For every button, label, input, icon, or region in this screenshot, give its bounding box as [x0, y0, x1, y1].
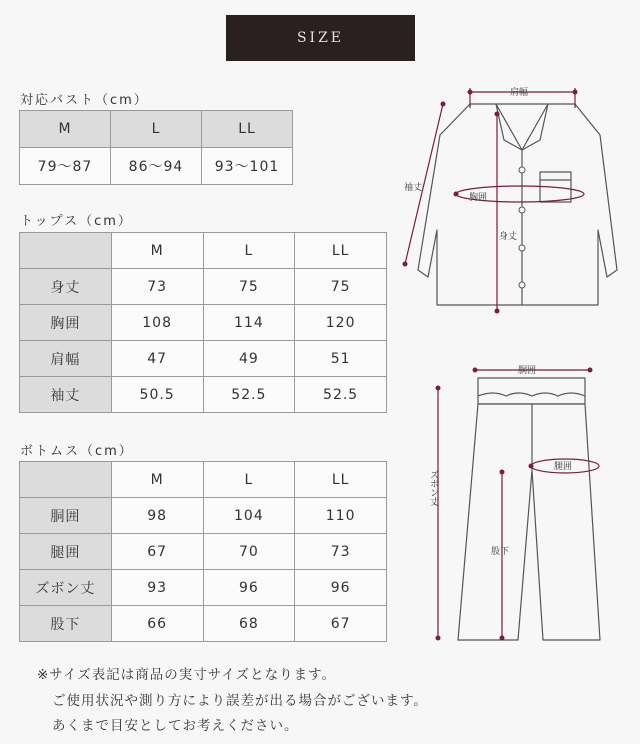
bottoms-heading: ボトムス（cm）: [20, 444, 134, 459]
row-label: 胴囲: [20, 498, 112, 534]
table-cell: 110: [295, 498, 387, 534]
table-cell: 51: [295, 341, 387, 377]
note-line: ご使用状況や測り方により誤差が出る場合がございます。: [52, 693, 428, 709]
thigh-label: 腿囲: [554, 462, 573, 472]
row-label: 肩幅: [20, 341, 112, 377]
table-cell: 73: [111, 269, 203, 305]
size-header: LL: [295, 462, 387, 498]
inseam-label: 股下: [491, 547, 510, 557]
bust-heading: 対応バスト（cm）: [20, 93, 149, 108]
table-cell: 67: [111, 534, 203, 570]
size-header: M: [111, 233, 203, 269]
shoulder-label: 肩幅: [510, 88, 529, 98]
table-cell: 79〜87: [20, 148, 111, 185]
size-header: LL: [202, 111, 293, 148]
row-label: ズボン丈: [20, 570, 112, 606]
size-header: L: [203, 233, 295, 269]
row-label: 腿囲: [20, 534, 112, 570]
waist-label: 胴囲: [518, 366, 537, 376]
shirt-illustration: [418, 104, 617, 305]
table-cell: 75: [203, 269, 295, 305]
table-cell: 75: [295, 269, 387, 305]
table-cell: 96: [203, 570, 295, 606]
note-line: あくまで目安としてお考えください。: [52, 718, 299, 734]
size-header: L: [203, 462, 295, 498]
row-label: 身丈: [20, 269, 112, 305]
size-header: M: [111, 462, 203, 498]
table-cell: 114: [203, 305, 295, 341]
table-cell: 73: [295, 534, 387, 570]
table-cell: 47: [111, 341, 203, 377]
row-label: 胸囲: [20, 305, 112, 341]
size-title: SIZE: [296, 30, 345, 46]
table-cell: 108: [111, 305, 203, 341]
size-header: L: [111, 111, 202, 148]
row-label: 袖丈: [20, 377, 112, 413]
note-line: ※サイズ表記は商品の実寸サイズとなります。: [37, 667, 337, 683]
sleeve-label: 袖丈: [404, 183, 423, 193]
table-cell: 49: [203, 341, 295, 377]
table-cell: 98: [111, 498, 203, 534]
length-label: 身丈: [499, 232, 518, 242]
table-cell: 52.5: [203, 377, 295, 413]
table-cell: 70: [203, 534, 295, 570]
size-header: LL: [295, 233, 387, 269]
tops-heading: トップス（cm）: [20, 214, 133, 229]
table-cell: 96: [295, 570, 387, 606]
table-cell: 93: [111, 570, 203, 606]
table-cell: 68: [203, 606, 295, 642]
size-header: M: [20, 111, 111, 148]
row-label: 股下: [20, 606, 112, 642]
chest-label: 胸囲: [469, 193, 488, 203]
pants-illustration: [458, 378, 600, 640]
table-cell: 50.5: [111, 377, 203, 413]
pants-length-label: ズボン丈: [428, 470, 438, 506]
table-cell: 67: [295, 606, 387, 642]
table-cell: 104: [203, 498, 295, 534]
table-cell: 52.5: [295, 377, 387, 413]
table-cell: 66: [111, 606, 203, 642]
table-cell: 93〜101: [202, 148, 293, 185]
table-cell: 86〜94: [111, 148, 202, 185]
table-cell: 120: [295, 305, 387, 341]
